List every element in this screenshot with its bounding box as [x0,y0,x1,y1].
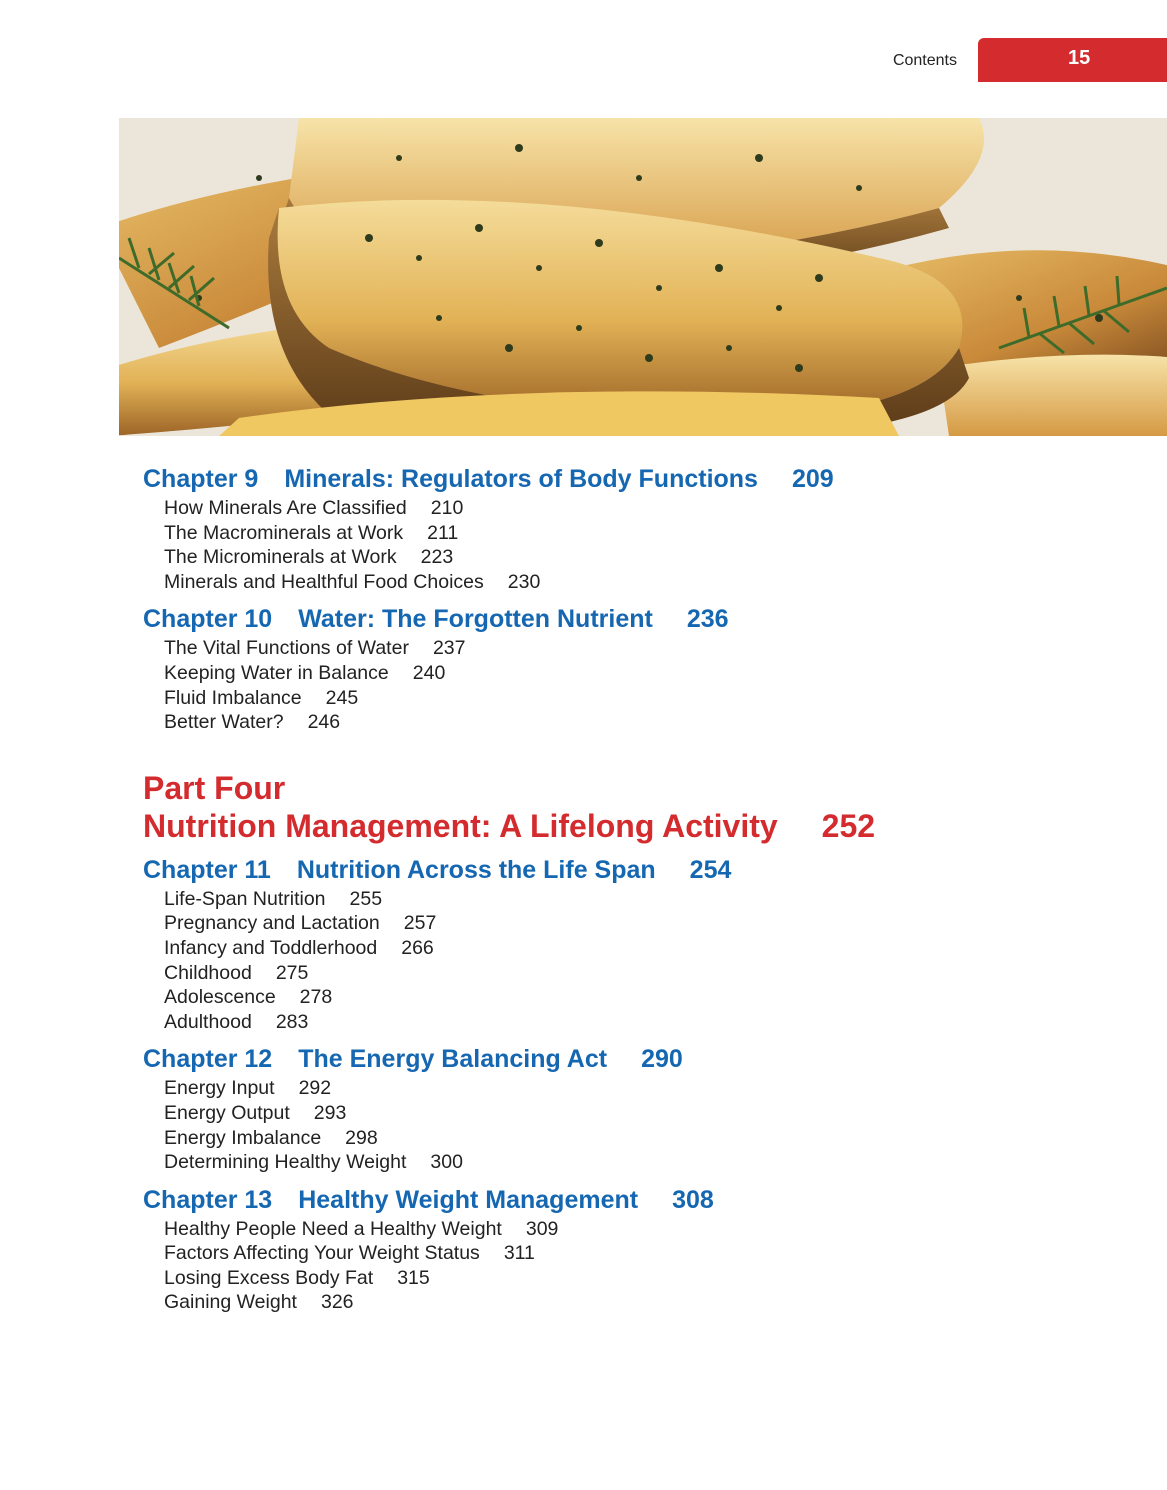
section-entry[interactable] [164,1076,1103,1101]
section-entry[interactable] [164,1241,1103,1266]
section-title: Adolescence [164,986,276,1009]
section-page: 230 [507,570,541,593]
section-page: 278 [299,986,333,1009]
section-title: Factors Affecting Your Weight Status [164,1242,480,1265]
section-page: 309 [525,1217,559,1240]
section-page: 266 [401,936,434,959]
section-page: 237 [432,637,466,660]
section-entry[interactable] [164,1150,1103,1175]
section-entry[interactable] [164,686,1103,711]
chapter-heading[interactable] [143,462,1103,496]
section-title: Determining Healthy Weight [164,1151,407,1174]
section-entry[interactable] [164,1290,1103,1315]
section-page: 283 [275,1010,309,1033]
chapter-page: 254 [689,855,732,884]
section-title: Healthy People Need a Healthy Weight [164,1217,502,1240]
potato-wedges-photo [119,118,1167,436]
section-title: Energy Imbalance [164,1126,322,1149]
chapter-13 [143,1183,1103,1315]
section-page: 223 [420,546,454,569]
chapter-title: Nutrition Across the Life Span [296,855,656,884]
chapter-10 [143,602,1103,734]
section-page: 257 [403,912,437,935]
chapter-heading[interactable] [143,853,1103,887]
section-entry[interactable] [164,710,1103,735]
chapter-number: Chapter 9 [143,465,259,493]
section-entry[interactable] [164,570,1103,595]
section-title: Gaining Weight [164,1291,297,1314]
chapter-title: Healthy Weight Management [298,1185,639,1214]
table-of-contents [143,462,1103,1315]
section-entry[interactable] [164,961,1103,986]
chapter-heading[interactable] [143,602,1103,636]
chapter-heading[interactable] [143,1042,1103,1076]
chapter-9 [143,462,1103,594]
section-title: Better Water? [164,711,284,734]
chapter-number: Chapter 12 [143,1045,273,1074]
section-entry[interactable] [164,661,1103,686]
section-entry[interactable] [164,1266,1103,1291]
section-page: 210 [430,497,464,519]
chapter-page: 236 [686,605,729,634]
part-page: 252 [821,807,876,844]
chapter-page: 290 [641,1045,683,1074]
chapter-title: The Energy Balancing Act [298,1045,608,1074]
section-page: 246 [307,711,341,734]
section-entry[interactable] [164,496,1103,521]
section-entry[interactable] [164,1126,1103,1151]
section-title: Infancy and Toddlerhood [164,936,378,959]
section-title: Pregnancy and Lactation [164,912,380,935]
section-page: 293 [313,1101,347,1124]
page-number: 15 [1068,47,1091,69]
section-title: Keeping Water in Balance [164,661,389,684]
section-title: Fluid Imbalance [164,686,302,709]
section-title: The Microminerals at Work [164,546,397,569]
section-entry[interactable] [164,1101,1103,1126]
chapter-number: Chapter 11 [143,855,271,884]
section-list [164,496,1103,594]
section-page: 275 [275,961,309,984]
chapter-page: 308 [672,1185,714,1214]
page-number-tab [978,38,1167,82]
section-entry[interactable] [164,1217,1103,1242]
section-title: Losing Excess Body Fat [164,1266,374,1289]
chapter-number: Chapter 10 [143,605,273,634]
section-title: How Minerals Are Classified [164,497,407,519]
section-title: Life-Span Nutrition [164,887,326,910]
section-title: The Vital Functions of Water [164,637,409,660]
section-list [164,1076,1103,1174]
section-entry[interactable] [164,911,1103,936]
chapter-12 [143,1042,1103,1174]
part-title: Nutrition Management: A Lifelong Activity [143,807,778,844]
section-title: Adulthood [164,1010,252,1033]
chapter-11 [143,853,1103,1035]
section-list [164,636,1103,734]
section-page: 311 [503,1242,535,1265]
chapter-number: Chapter 13 [143,1185,273,1214]
section-page: 245 [325,686,359,709]
section-page: 255 [349,887,383,910]
section-page: 211 [427,521,459,544]
section-entry[interactable] [164,636,1103,661]
section-title: Childhood [164,961,252,984]
section-list [164,1217,1103,1315]
part-label: Part Four [143,769,286,806]
header-section-label: Contents [892,52,957,69]
chapter-title: Water: The Forgotten Nutrient [298,605,653,634]
section-entry[interactable] [164,545,1103,570]
section-page: 240 [412,661,446,684]
section-list [164,887,1103,1035]
section-page: 315 [397,1266,430,1289]
chapter-heading[interactable] [143,1183,1103,1217]
chapter-title: Minerals: Regulators of Body Functions [284,465,758,493]
section-entry[interactable] [164,936,1103,961]
section-title: Minerals and Healthful Food Choices [164,570,484,593]
section-entry[interactable] [164,985,1103,1010]
section-page: 298 [345,1126,378,1149]
section-title: The Macrominerals at Work [164,521,404,544]
section-entry[interactable] [164,887,1103,912]
section-page: 300 [430,1151,463,1174]
section-entry[interactable] [164,1010,1103,1035]
section-title: Energy Input [164,1077,275,1100]
section-page: 292 [298,1077,332,1100]
part-four-heading[interactable] [143,769,1103,845]
section-entry[interactable] [164,521,1103,546]
section-page: 326 [320,1291,354,1314]
chapter-page: 209 [791,465,834,493]
section-title: Energy Output [164,1101,290,1124]
